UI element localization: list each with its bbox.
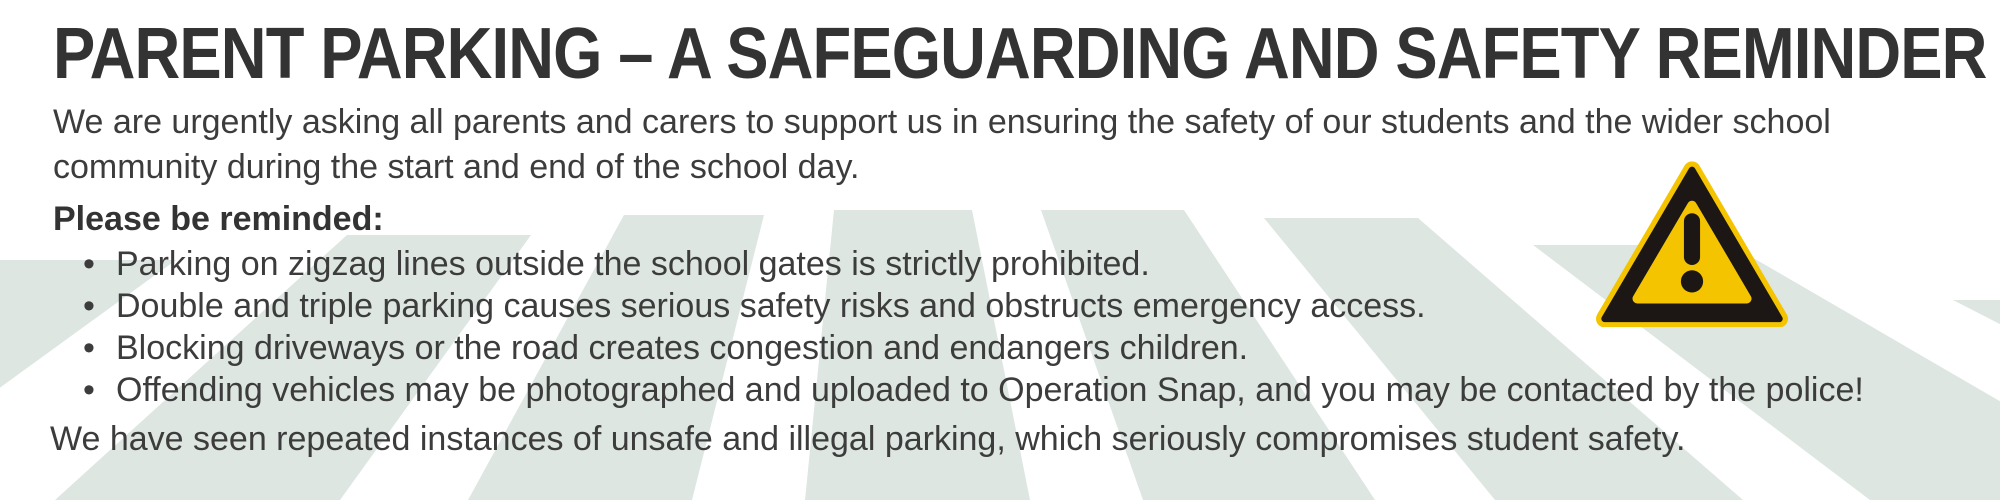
intro-line-2: community during the start and end of the school day. [53,148,860,186]
list-item: • Offending vehicles may be photographed and uploaded to Operation Snap, and you may be contacted by the police! [83,369,1864,411]
warning-triangle-icon [1596,157,1788,327]
intro-line-1: We are urgently asking all parents and carers to support us in ensuring the safety of our students and the wider school [53,103,1831,141]
list-item: • Double and triple parking causes serious safety risks and obstructs emergency access. [83,285,1864,327]
intro-paragraph [53,100,1831,190]
list-item: • Blocking driveways or the road creates congestion and endangers children. [83,327,1864,369]
exclamation-bar [1684,213,1700,265]
list-item: • Parking on zigzag lines outside the school gates is strictly prohibited. [83,243,1864,285]
closing-paragraph: We have seen repeated instances of unsafe and illegal parking, which seriously compromises student safety. [50,420,1686,458]
exclamation-dot [1681,270,1703,292]
notice-title: PARENT PARKING – A SAFEGUARDING AND SAFETY REMINDER [53,14,1987,94]
warning-triangle-svg [1596,157,1788,327]
reminder-heading: Please be reminded: [53,200,384,238]
